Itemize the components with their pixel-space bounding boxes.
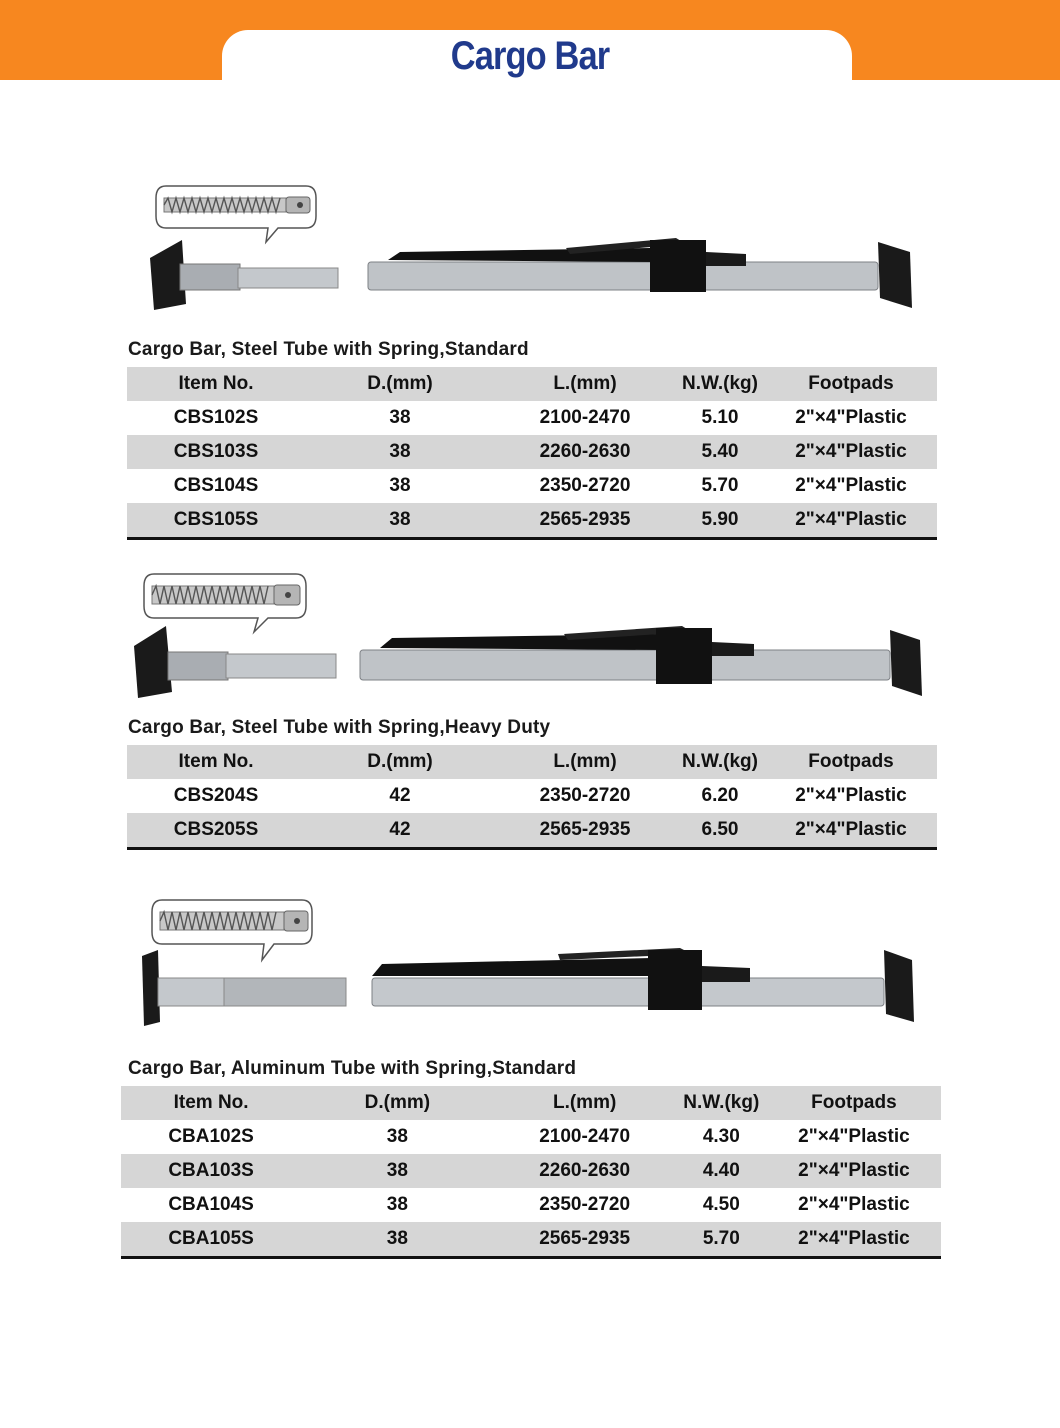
col-length: L.(mm) bbox=[495, 367, 675, 401]
footpads: 2"×4"Plastic bbox=[795, 785, 907, 806]
diameter: 42 bbox=[389, 785, 411, 806]
table-row bbox=[121, 1120, 941, 1154]
footpads: 2"×4"Plastic bbox=[765, 503, 937, 539]
length: 2350-2720 bbox=[539, 785, 631, 806]
diameter: 38 bbox=[301, 1154, 493, 1188]
section-title: Cargo Bar, Aluminum Tube with Spring,Standard bbox=[128, 1058, 577, 1079]
net-weight: 5.70 bbox=[676, 1222, 767, 1258]
item-no: CBA104S bbox=[168, 1194, 254, 1215]
table-row bbox=[127, 469, 937, 503]
footpads: 2"×4"Plastic bbox=[765, 813, 937, 849]
col-net-weight: N.W.(kg) bbox=[675, 367, 765, 401]
page-title: Cargo Bar bbox=[450, 34, 610, 78]
section-title: Cargo Bar, Steel Tube with Spring,Heavy Duty bbox=[128, 717, 551, 738]
item-no: CBS103S bbox=[127, 435, 305, 469]
net-weight: 6.50 bbox=[675, 813, 765, 849]
col-diameter: D.(mm) bbox=[305, 367, 495, 401]
footpad-icon bbox=[134, 626, 172, 698]
col-footpads: Footpads bbox=[765, 745, 937, 779]
col-item-no: Item No. bbox=[121, 1086, 301, 1120]
table-row bbox=[121, 1188, 941, 1222]
table-header-row bbox=[127, 367, 937, 401]
col-item-no: Item No. bbox=[127, 367, 305, 401]
spec-table bbox=[121, 1086, 941, 1259]
length: 2565-2935 bbox=[495, 813, 675, 849]
col-net-weight: N.W.(kg) bbox=[676, 1086, 767, 1120]
footpads: 2"×4"Plastic bbox=[795, 407, 907, 428]
net-weight: 6.20 bbox=[701, 785, 739, 806]
item-no: CBS104S bbox=[173, 475, 259, 496]
table-row bbox=[127, 435, 937, 469]
col-length: L.(mm) bbox=[494, 1086, 676, 1120]
table-row bbox=[121, 1222, 941, 1258]
table-row bbox=[127, 401, 937, 435]
net-weight: 5.70 bbox=[701, 475, 739, 496]
footpad-icon bbox=[142, 950, 160, 1026]
col-item-no: Item No. bbox=[127, 745, 305, 779]
diameter: 38 bbox=[386, 1194, 408, 1215]
cargo-bar-illustration bbox=[120, 568, 950, 718]
diameter: 38 bbox=[389, 475, 411, 496]
cargo-bar-illustration bbox=[120, 894, 950, 1044]
length: 2565-2935 bbox=[495, 503, 675, 539]
length: 2100-2470 bbox=[539, 407, 631, 428]
diameter: 38 bbox=[305, 435, 495, 469]
table-row bbox=[127, 779, 937, 813]
footpads: 2"×4"Plastic bbox=[798, 1194, 910, 1215]
net-weight: 4.30 bbox=[702, 1126, 740, 1147]
item-no: CBS204S bbox=[173, 785, 259, 806]
footpads: 2"×4"Plastic bbox=[767, 1154, 941, 1188]
table-header-row bbox=[121, 1086, 941, 1120]
spring-detail-icon bbox=[144, 574, 306, 632]
net-weight: 5.90 bbox=[675, 503, 765, 539]
diameter: 38 bbox=[389, 407, 411, 428]
diameter: 38 bbox=[305, 503, 495, 539]
spec-table bbox=[127, 367, 937, 540]
length: 2260-2630 bbox=[495, 435, 675, 469]
col-footpads: Footpads bbox=[765, 367, 937, 401]
footpad-icon bbox=[890, 630, 922, 696]
table-row bbox=[127, 503, 937, 539]
diameter: 38 bbox=[301, 1222, 493, 1258]
section-title: Cargo Bar, Steel Tube with Spring,Standard bbox=[128, 339, 529, 360]
length: 2100-2470 bbox=[539, 1126, 631, 1147]
spring-detail-icon bbox=[156, 186, 316, 242]
col-length: L.(mm) bbox=[495, 745, 675, 779]
footpad-icon bbox=[878, 242, 912, 308]
length: 2350-2720 bbox=[539, 475, 631, 496]
col-diameter: D.(mm) bbox=[305, 745, 495, 779]
item-no: CBS205S bbox=[127, 813, 305, 849]
diameter: 42 bbox=[305, 813, 495, 849]
footpads: 2"×4"Plastic bbox=[798, 1126, 910, 1147]
col-diameter: D.(mm) bbox=[301, 1086, 493, 1120]
col-footpads: Footpads bbox=[767, 1086, 941, 1120]
item-no: CBS105S bbox=[127, 503, 305, 539]
item-no: CBA102S bbox=[168, 1126, 254, 1147]
footpads: 2"×4"Plastic bbox=[795, 475, 907, 496]
net-weight: 4.50 bbox=[702, 1194, 740, 1215]
item-no: CBA105S bbox=[121, 1222, 301, 1258]
footpad-icon bbox=[884, 950, 914, 1022]
table-row bbox=[121, 1154, 941, 1188]
table-row bbox=[127, 813, 937, 849]
item-no: CBA103S bbox=[121, 1154, 301, 1188]
net-weight: 5.10 bbox=[701, 407, 739, 428]
net-weight: 4.40 bbox=[676, 1154, 767, 1188]
spec-table bbox=[127, 745, 937, 850]
item-no: CBS102S bbox=[173, 407, 259, 428]
cargo-bar-illustration bbox=[120, 178, 950, 328]
length: 2565-2935 bbox=[494, 1222, 676, 1258]
col-net-weight: N.W.(kg) bbox=[675, 745, 765, 779]
net-weight: 5.40 bbox=[675, 435, 765, 469]
diameter: 38 bbox=[386, 1126, 408, 1147]
table-header-row bbox=[127, 745, 937, 779]
length: 2350-2720 bbox=[539, 1194, 631, 1215]
length: 2260-2630 bbox=[494, 1154, 676, 1188]
footpads: 2"×4"Plastic bbox=[765, 435, 937, 469]
spring-detail-icon bbox=[152, 900, 312, 960]
footpads: 2"×4"Plastic bbox=[767, 1222, 941, 1258]
